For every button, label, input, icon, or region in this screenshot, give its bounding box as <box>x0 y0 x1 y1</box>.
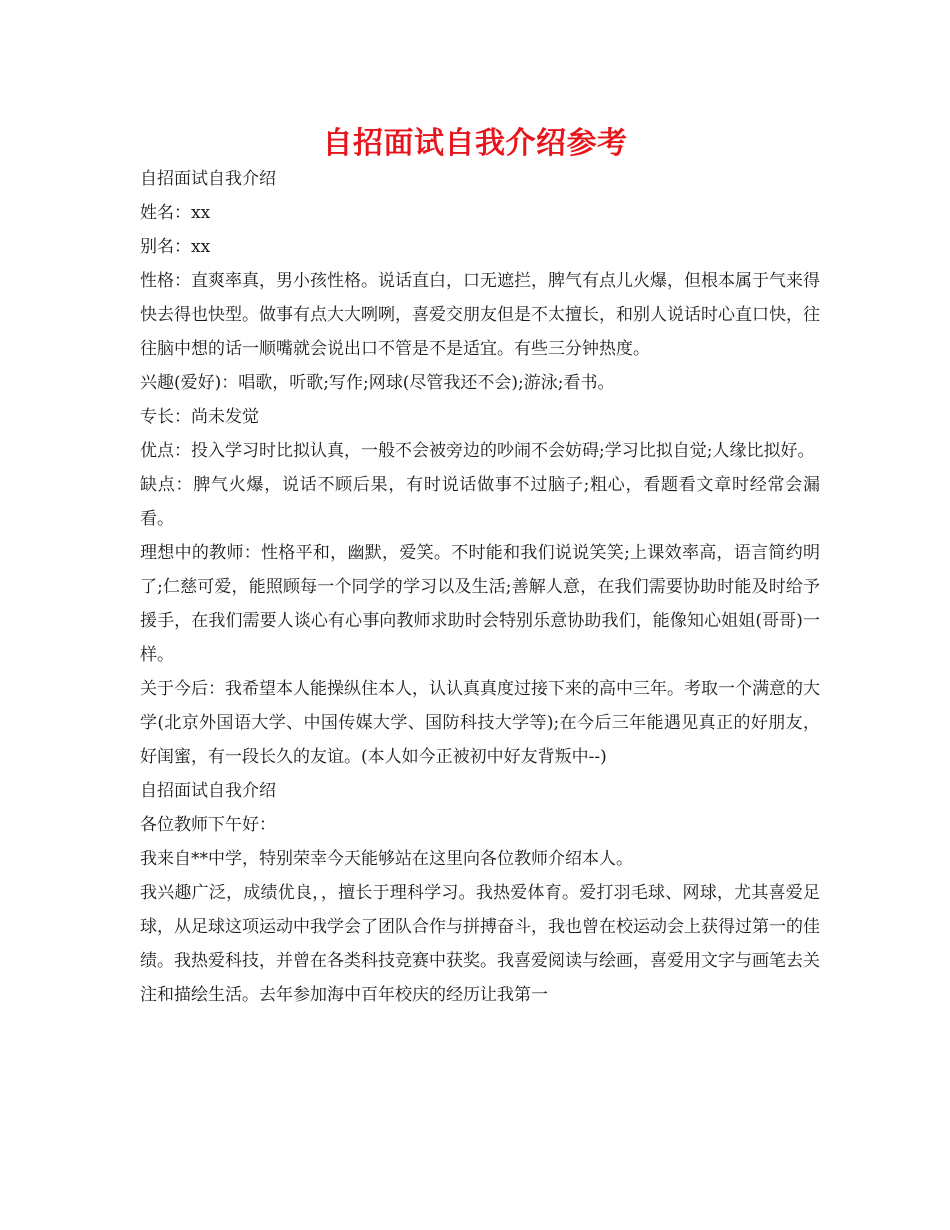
paragraph-hobbies: 兴趣(爱好)：唱歌，听歌;写作;网球(尽管我还不会);游泳;看书。 <box>140 373 615 393</box>
paragraph-strengths: 优点：投入学习时比拟认真，一般不会被旁边的吵闹不会妨碍;学习比拟自觉;人缘比拟好。 <box>140 441 815 461</box>
paragraph-specialty: 专长：尚未发觉 <box>140 407 259 427</box>
paragraph-heading-1: 自招面试自我介绍 <box>140 169 276 189</box>
document-body <box>140 162 820 1012</box>
paragraph-weaknesses: 缺点：脾气火爆，说话不顾后果，有时说话做事不过脑子;粗心，看题看文章时经常会漏看。 <box>140 475 820 529</box>
paragraph-interests: 我兴趣广泛，成绩优良，，擅长于理科学习。我热爱体育。爱打羽毛球、网球，尤其喜爱足球，从足球这项运动中我学会了团队合作与拼搏奋斗，我也曾在校运动会上获得过第一的佳绩。我热爱科技，并曾在各类科技竞赛中获奖。我喜爱阅读与绘画，喜爱用文字与画笔去关注和描绘生活。去年参加海中百年校庆的经历让我第一 <box>140 883 820 1005</box>
paragraph-alias: 别名：xx <box>140 237 211 257</box>
document-title: 自招面试自我介绍参考 <box>322 126 628 161</box>
paragraph-ideal-teacher: 理想中的教师：性格平和，幽默，爱笑。不时能和我们说说笑笑;上课效率高，语言简约明了;仁慈可爱，能照顾每一个同学的学习以及生活;善解人意，在我们需要协助时能及时给予援手，在我们需要人谈心有心事向教师求助时会特别乐意协助我们，能像知心姐姐(哥哥)一样。 <box>140 543 820 665</box>
paragraph-name: 姓名：xx <box>140 203 211 223</box>
paragraph-greeting: 各位教师下午好： <box>140 815 276 835</box>
paragraph-future: 关于今后：我希望本人能操纵住本人，认认真真度过接下来的高中三年。考取一个满意的大学(北京外国语大学、中国传媒大学、国防科技大学等);在今后三年能遇见真正的好朋友，好闺蜜，有一段长久的友谊。(本人如今正被初中好友背叛中--) <box>140 679 820 767</box>
paragraph-personality: 性格：直爽率真，男小孩性格。说话直白，口无遮拦，脾气有点儿火爆，但根本属于气来得快去得也快型。做事有点大大咧咧，喜爱交朋友但是不太擅长，和别人说话时心直口快，往往脑中想的话一顺嘴就会说出口不管是不是适宜。有些三分钟热度。 <box>140 271 820 359</box>
paragraph-heading-2: 自招面试自我介绍 <box>140 781 276 801</box>
paragraph-introduction: 我来自**中学，特别荣幸今天能够站在这里向各位教师介绍本人。 <box>140 849 633 869</box>
